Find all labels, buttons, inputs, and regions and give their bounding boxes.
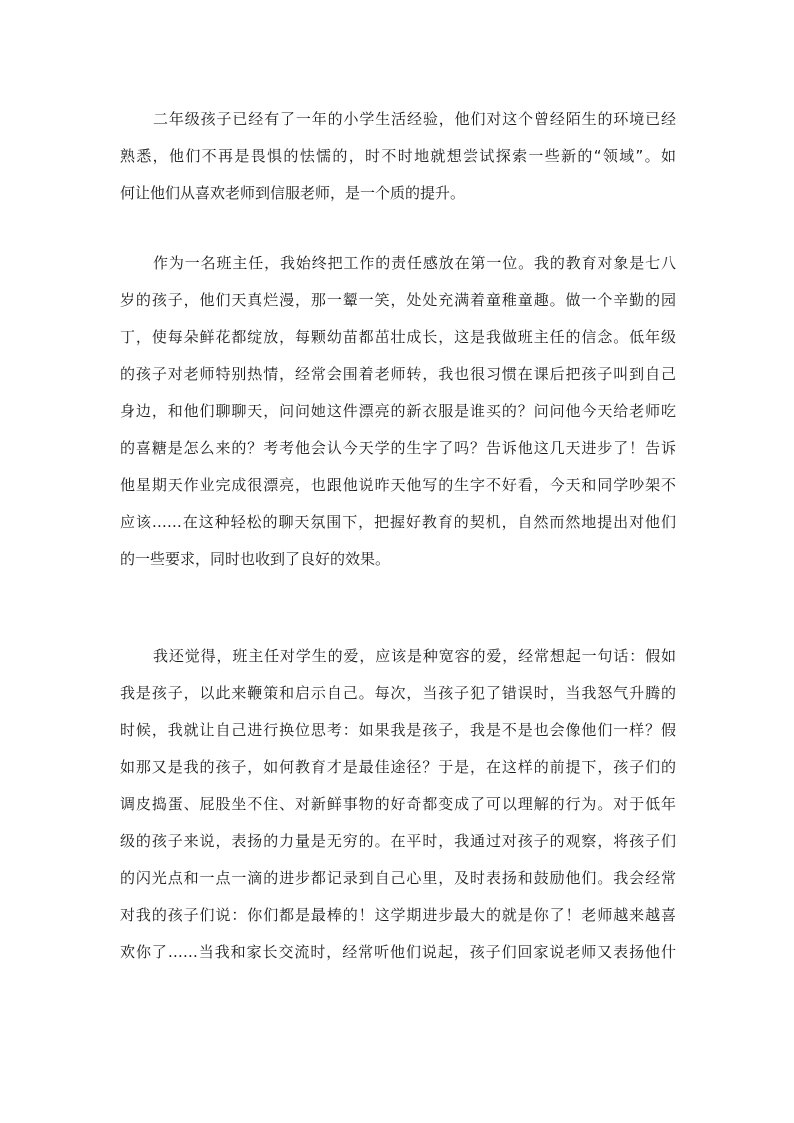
text-line: 身边，和他们聊聊天，问问她这件漂亮的新衣服是谁买的？问问他今天给老师吃 — [120, 402, 676, 420]
text-line: 何让他们从喜欢老师到信服老师，是一个质的提升。 — [120, 184, 466, 202]
text-line: 熟悉，他们不再是畏惧的怯懦的，时不时地就想尝试探索一些新的“领域”。如 — [120, 147, 676, 165]
text-line: 的一些要求，同时也收到了良好的效果。 — [120, 550, 391, 568]
text-line: 岁的孩子，他们天真烂漫，那一颦一笑，处处充满着童稚童趣。做一个辛勤的园 — [120, 291, 676, 309]
text-line: 丁，使每朵鲜花都绽放，每颗幼苗都茁壮成长，这是我做班主任的信念。低年级 — [120, 328, 676, 346]
text-line: 调皮捣蛋、屁股坐不住、对新鲜事物的好奇都变成了可以理解的行为。对于低年 — [120, 795, 676, 813]
text-line: 的闪光点和一点一滴的进步都记录到自己心里，及时表扬和鼓励他们。我会经常 — [120, 869, 676, 887]
text-line: 作为一名班主任，我始终把工作的责任感放在第一位。我的教育对象是七八 — [153, 254, 676, 272]
paragraph-2 — [120, 245, 676, 578]
text-line: 二年级孩子已经有了一年的小学生活经验，他们对这个曾经陌生的环境已经 — [153, 110, 676, 128]
text-line: 我是孩子，以此来鞭策和启示自己。每次，当孩子犯了错误时，当我怒气升腾的 — [120, 684, 676, 702]
text-line: 时候，我就让自己进行换位思考：如果我是孩子，我是不是也会像他们一样？假 — [120, 721, 676, 739]
text-line: 欢你了……当我和家长交流时，经常听他们说起，孩子们回家说老师又表扬他什 — [120, 943, 676, 961]
text-line: 的孩子对老师特别热情，经常会围着老师转，我也很习惯在课后把孩子叫到自己 — [120, 365, 676, 383]
text-line: 如那又是我的孩子，如何教育才是最佳途径？于是，在这样的前提下，孩子们的 — [120, 758, 676, 776]
text-line: 我还觉得，班主任对学生的爱，应该是种宽容的爱，经常想起一句话：假如 — [153, 647, 676, 665]
text-line: 级的孩子来说，表扬的力量是无穷的。在平时，我通过对孩子的观察，将孩子们 — [120, 832, 676, 850]
text-line: 对我的孩子们说：你们都是最棒的！这学期进步最大的就是你了！老师越来越喜 — [120, 906, 676, 924]
text-line: 的喜糖是怎么来的？考考他会认今天学的生字了吗？告诉他这几天进步了！告诉 — [120, 439, 676, 457]
paragraph-1 — [120, 101, 676, 212]
text-line: 应该……在这种轻松的聊天氛围下，把握好教育的契机，自然而然地提出对他们 — [120, 513, 676, 531]
paragraph-3 — [120, 638, 676, 971]
text-line: 他星期天作业完成很漂亮，也跟他说昨天他写的生字不好看，今天和同学吵架不 — [120, 476, 676, 494]
